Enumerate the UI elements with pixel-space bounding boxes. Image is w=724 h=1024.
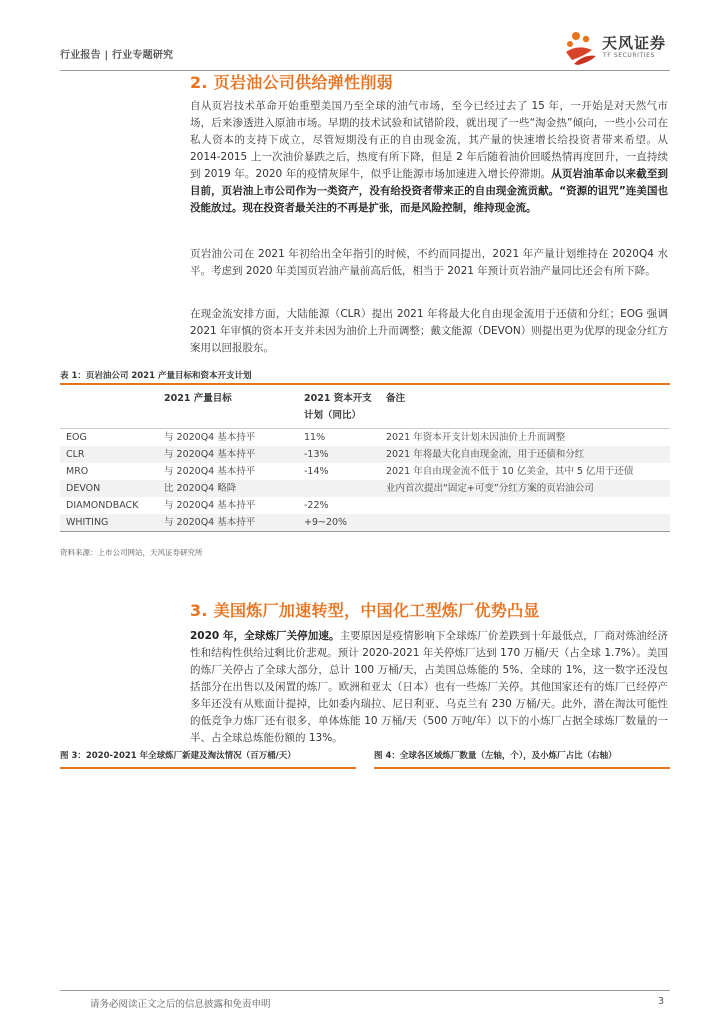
table-row	[60, 429, 670, 447]
table-1-source: 资料来源：上市公司网站，天风证券研究所	[60, 548, 203, 557]
footer-divider	[60, 990, 670, 991]
table-cell: 与 2020Q4 基本持平	[164, 500, 256, 511]
logo-subtext: TF SECURITIES	[603, 52, 655, 59]
table-row	[60, 463, 670, 480]
table-cell	[380, 514, 670, 532]
table-cell: WHITING	[60, 514, 158, 532]
breadcrumb: 行业报告 | 行业专题研究	[60, 50, 174, 61]
table-header-cell: 2021 资本开支计划（同比）	[304, 393, 372, 421]
paragraph-bold-text: 2020 年，全球炼厂关停加速。	[190, 630, 340, 642]
section-2-paragraph-2: 页岩油公司在 2021 年初给出全年指引的时候，不约而同提出，2021 年产量计划维持在 2020Q4 水平。考虑到 2020 年美国页岩油产量前高后低，相当于 2021 年预计页岩油产量同比还会有所下降。	[190, 248, 668, 277]
section-3-title: 3. 美国炼厂加速转型，中国化工型炼厂优势凸显	[190, 601, 540, 620]
table-header-cell: 备注	[386, 393, 406, 404]
table-cell: 与 2020Q4 基本持平	[164, 432, 256, 443]
table-cell: +9~20%	[298, 514, 380, 532]
table-cell: 与 2020Q4 基本持平	[158, 446, 298, 463]
table-cell: 比 2020Q4 略降	[158, 480, 298, 497]
paragraph-bold-text: 从页岩油革命以来截至到目前，页岩油上市公司作为一类资产，没有给投资者带来正的自由现金流贡献。“资源的诅咒”连美国也没能放过。现在投资者最关注的不再是扩张，而是风险控制，维持现金流。	[190, 168, 668, 214]
table-cell: -13%	[298, 446, 380, 463]
table-cell: -14%	[304, 466, 329, 477]
table-cell: 2021 年将最大化自由现金流，用于还债和分红	[380, 446, 670, 463]
table-header-cell: 2021 产量目标	[164, 393, 232, 404]
table-row	[60, 480, 670, 497]
table-cell: 11%	[304, 432, 326, 443]
figure-3-rule	[60, 767, 356, 769]
table-1-top-rule	[60, 383, 670, 385]
section-2-paragraph-3: 在现金流安排方面，大陆能源（CLR）提出 2021 年将最大化自由现金流用于还债和分红；EOG 强调 2021 年审慎的资本开支并未因为油价上升而调整；戴文能源（DEVON）则提出更为优厚的现金分红方案用以回报股东。	[190, 308, 668, 354]
table-cell: CLR	[60, 446, 158, 463]
table-cell: 与 2020Q4 基本持平	[164, 466, 256, 477]
table-cell	[380, 497, 670, 514]
paragraph-plain-text: 自从页岩技术革命开始重塑美国乃至全球的油气市场，至今已经过去了 15 年，一开始是对天然气市场，后来渗透进入原油市场。早期的技术试验和试错阶段，就出现了一些“淘金热”倾向，一些小公司在私人资本的支持下成立，尽管短期没有正的自由现金流，其产量的快速增长给投资者带来希望。从 2014-2015 上一次油价暴跌之后，热度有所下降，但是 2 年后随着油价回暖热情再度回升，一直持续到 2019 年。2020 年的疫情灰犀牛，似乎让能源市场加速进入增长停滞期。	[190, 100, 668, 180]
logo-text: 天风证券	[602, 34, 667, 52]
table-cell: -22%	[304, 500, 329, 511]
table-row	[60, 514, 670, 532]
table-cell: 业内首次提出“固定+可变”分红方案的页岩油公司	[380, 480, 670, 497]
table-header-cell	[60, 386, 158, 429]
table-1	[60, 386, 670, 532]
footer-disclaimer: 请务必阅读正文之后的信息披露和免责申明	[90, 999, 271, 1010]
page-number: 3	[658, 996, 665, 1007]
logo	[562, 28, 670, 68]
figure-4-caption: 图 4：全球各区域炼厂数量（左轴，个），及小炼厂占比（右轴）	[374, 751, 617, 761]
figure-3-caption: 图 3：2020-2021 年全球炼厂新建及淘汰情况（百万桶/天）	[60, 751, 296, 761]
section-2-title: 2. 页岩油公司供给弹性削弱	[190, 73, 393, 92]
table-cell: MRO	[66, 466, 89, 477]
table-cell: EOG	[66, 432, 87, 443]
table-row	[60, 497, 670, 514]
table-1-caption: 表 1：页岩油公司 2021 产量目标和资本开支计划	[60, 371, 252, 381]
table-header-row	[60, 386, 670, 429]
section-3-paragraph	[190, 628, 668, 747]
figure-4-rule	[374, 767, 670, 769]
paragraph-plain-text: 主要原因是疫情影响下全球炼厂价差跌到十年最低点，厂商对炼油经济性和结构性供给过剩比价悲观。预计 2020-2021 年关停炼厂达到 170 万桶/天（占全球 1.7%）。美国的炼厂关停占了全球大部分，总计 100 万桶/天，占美国总炼能的 5%、全球的 1%，这一数字还没包括部分在出售以及闲置的炼厂。欧洲和亚太（日本）也有一些炼厂关停。其他国家还有的炼厂已经停产多年还没有从账面计提掉，比如委内瑞拉、尼日利亚、乌克兰有 230 万桶/天。此外，潜在淘汰可能性的低竞争力炼厂还有很多，单体炼能 10 万桶/天（500 万吨/年）以下的小炼厂占据全球炼厂数量的一半、占全球总炼能份额的 13%。	[190, 630, 668, 744]
table-row	[60, 446, 670, 463]
table-cell: 2021 年自由现金流不低于 10 亿美金，其中 5 亿用于还债	[386, 466, 634, 477]
table-cell: 与 2020Q4 基本持平	[158, 514, 298, 532]
table-cell: DEVON	[60, 480, 158, 497]
table-cell: 2021 年资本开支计划未因油价上升而调整	[386, 432, 566, 443]
section-2-paragraph-1	[190, 98, 668, 217]
page-header	[60, 34, 670, 66]
tf-logo-icon	[562, 30, 602, 66]
table-cell	[298, 480, 380, 497]
table-cell: DIAMONDBACK	[66, 500, 139, 511]
